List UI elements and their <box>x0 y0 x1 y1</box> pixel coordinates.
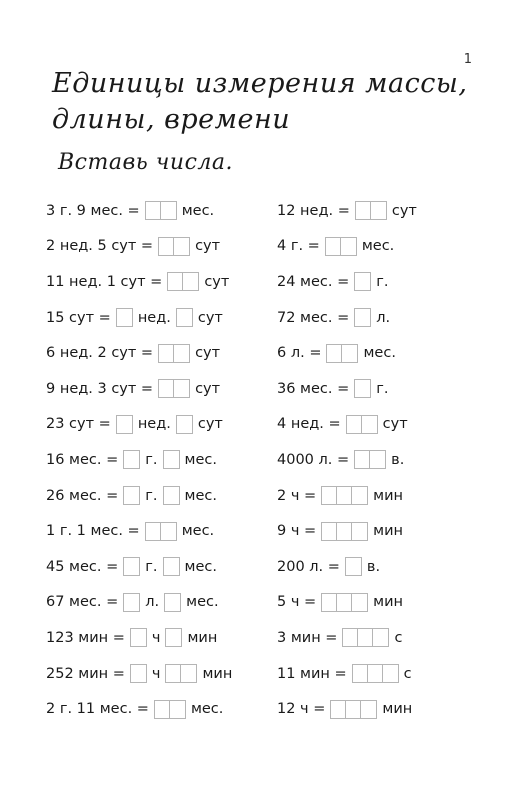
exercise-row <box>46 229 232 265</box>
exercise-text: л. <box>145 594 160 611</box>
exercise-row <box>46 335 232 371</box>
exercise-text: 15 сут = <box>46 309 111 326</box>
answer-digit-cell[interactable] <box>165 594 180 611</box>
answer-digit-cell[interactable] <box>124 451 139 468</box>
page-number: 1 <box>463 52 472 67</box>
right-exercise-column <box>277 193 417 727</box>
exercise-text: сут <box>195 345 221 362</box>
answer-digit-cell[interactable] <box>322 523 337 540</box>
answer-box[interactable] <box>321 522 368 541</box>
answer-digit-cell[interactable] <box>342 345 357 362</box>
answer-digit-cell[interactable] <box>341 238 356 255</box>
exercise-text: 5 ч = <box>277 594 317 611</box>
answer-box[interactable] <box>321 486 368 505</box>
exercise-row <box>277 513 417 549</box>
exercise-row <box>277 585 417 621</box>
answer-box[interactable] <box>164 593 181 612</box>
exercise-row <box>46 264 232 300</box>
answer-digit-cell[interactable] <box>164 558 179 575</box>
exercise-text: мин <box>382 701 413 718</box>
page-title: Единицы измерения массы, длины, времени <box>52 68 468 135</box>
answer-digit-cell[interactable] <box>174 380 189 397</box>
exercise-text: мин <box>373 594 404 611</box>
exercise-text: сут <box>391 202 417 219</box>
exercise-text: мин <box>187 629 218 646</box>
answer-digit-cell[interactable] <box>164 487 179 504</box>
exercise-text: 11 мин = <box>277 665 347 682</box>
exercise-row <box>277 549 417 585</box>
answer-box[interactable] <box>326 344 358 363</box>
answer-digit-cell[interactable] <box>174 238 189 255</box>
answer-box[interactable] <box>176 308 193 327</box>
exercise-row <box>277 193 417 229</box>
exercise-text: 3 мин = <box>277 629 338 646</box>
exercise-text: нед. <box>137 309 171 326</box>
exercise-text: 2 г. 11 мес. = <box>46 701 149 718</box>
exercise-row <box>46 691 232 727</box>
exercise-text: мин <box>373 487 404 504</box>
exercise-text: 72 мес. = <box>277 309 350 326</box>
task-instruction: Вставь числа. <box>58 150 234 175</box>
exercise-text: 123 мин = <box>46 629 125 646</box>
answer-digit-cell[interactable] <box>355 273 370 290</box>
answer-box[interactable] <box>116 308 133 327</box>
exercise-text: 6 л. = <box>277 345 322 362</box>
answer-digit-cell[interactable] <box>183 273 198 290</box>
answer-digit-cell[interactable] <box>352 487 367 504</box>
exercise-text: 12 нед. = <box>277 202 350 219</box>
exercise-row <box>277 300 417 336</box>
answer-box[interactable] <box>158 379 190 398</box>
answer-box[interactable] <box>325 237 357 256</box>
exercise-text: г. <box>376 380 389 397</box>
answer-digit-cell[interactable] <box>371 202 386 219</box>
answer-digit-cell[interactable] <box>161 523 176 540</box>
exercise-text: 2 нед. 5 сут = <box>46 238 154 255</box>
exercise-row <box>277 691 417 727</box>
answer-digit-cell[interactable] <box>358 629 373 646</box>
exercise-text: г. <box>376 273 389 290</box>
answer-box[interactable] <box>145 522 177 541</box>
answer-digit-cell[interactable] <box>117 309 132 326</box>
answer-digit-cell[interactable] <box>146 202 161 219</box>
answer-digit-cell[interactable] <box>331 701 346 718</box>
answer-digit-cell[interactable] <box>159 380 174 397</box>
exercise-text: г. <box>145 487 158 504</box>
answer-box[interactable] <box>158 344 190 363</box>
answer-box[interactable] <box>123 557 140 576</box>
exercise-text: г. <box>145 451 158 468</box>
exercise-text: 45 мес. = <box>46 558 119 575</box>
answer-box[interactable] <box>354 379 371 398</box>
exercise-text: сут <box>204 273 230 290</box>
exercise-text: 4 нед. = <box>277 416 341 433</box>
answer-digit-cell[interactable] <box>352 594 367 611</box>
exercise-text: 4000 л. = <box>277 451 350 468</box>
exercise-text: сут <box>197 309 223 326</box>
answer-box[interactable] <box>123 593 140 612</box>
answer-box[interactable] <box>158 237 190 256</box>
answer-box[interactable] <box>321 593 368 612</box>
exercise-row <box>46 371 232 407</box>
exercise-text: ч <box>151 665 161 682</box>
exercise-row <box>46 513 232 549</box>
exercise-text: 12 ч = <box>277 701 326 718</box>
exercise-row <box>277 407 417 443</box>
answer-digit-cell[interactable] <box>347 416 362 433</box>
exercise-text: 3 г. 9 мес. = <box>46 202 140 219</box>
answer-digit-cell[interactable] <box>168 273 183 290</box>
answer-digit-cell[interactable] <box>361 701 376 718</box>
exercise-row <box>46 549 232 585</box>
answer-digit-cell[interactable] <box>368 665 383 682</box>
exercise-text: 67 мес. = <box>46 594 119 611</box>
answer-digit-cell[interactable] <box>346 701 361 718</box>
answer-box[interactable] <box>355 201 387 220</box>
answer-box[interactable] <box>154 700 186 719</box>
answer-box[interactable] <box>354 308 371 327</box>
exercise-row <box>277 478 417 514</box>
answer-box[interactable] <box>130 628 147 647</box>
left-exercise-column <box>46 193 232 727</box>
answer-digit-cell[interactable] <box>362 416 377 433</box>
answer-digit-cell[interactable] <box>353 665 368 682</box>
exercise-text: мес. <box>361 238 395 255</box>
answer-box[interactable] <box>163 486 180 505</box>
answer-digit-cell[interactable] <box>124 487 139 504</box>
exercise-text: мес. <box>181 523 215 540</box>
answer-digit-cell[interactable] <box>355 380 370 397</box>
exercise-text: 11 нед. 1 сут = <box>46 273 163 290</box>
exercise-text: 200 л. = <box>277 558 340 575</box>
exercise-text: 1 г. 1 мес. = <box>46 523 140 540</box>
answer-box[interactable] <box>354 272 371 291</box>
answer-box[interactable] <box>167 272 199 291</box>
exercise-row <box>46 478 232 514</box>
exercise-row <box>277 371 417 407</box>
answer-digit-cell[interactable] <box>355 309 370 326</box>
answer-digit-cell[interactable] <box>181 665 196 682</box>
answer-box[interactable] <box>165 628 182 647</box>
answer-box[interactable] <box>346 415 378 434</box>
answer-digit-cell[interactable] <box>155 701 170 718</box>
exercise-row <box>46 442 232 478</box>
exercise-text: мин <box>373 523 404 540</box>
answer-digit-cell[interactable] <box>383 665 398 682</box>
answer-digit-cell[interactable] <box>337 594 352 611</box>
exercise-row <box>277 264 417 300</box>
exercise-text: сут <box>382 416 408 433</box>
exercise-text: мес. <box>184 558 217 575</box>
answer-box[interactable] <box>123 486 140 505</box>
answer-digit-cell[interactable] <box>337 523 352 540</box>
answer-digit-cell[interactable] <box>373 629 388 646</box>
answer-digit-cell[interactable] <box>322 594 337 611</box>
answer-digit-cell[interactable] <box>159 345 174 362</box>
exercise-row <box>46 656 232 692</box>
answer-box[interactable] <box>165 664 197 683</box>
exercise-text: 9 ч = <box>277 523 317 540</box>
exercise-text: мес. <box>184 451 217 468</box>
exercise-text: с <box>403 665 412 682</box>
exercise-text: 36 мес. = <box>277 380 350 397</box>
exercise-text: 23 сут = <box>46 416 111 433</box>
answer-digit-cell[interactable] <box>322 487 337 504</box>
answer-digit-cell[interactable] <box>124 558 139 575</box>
exercise-text: 16 мес. = <box>46 451 119 468</box>
exercise-row <box>277 335 417 371</box>
answer-digit-cell[interactable] <box>174 345 189 362</box>
exercise-text: мин <box>202 665 233 682</box>
answer-box[interactable] <box>163 557 180 576</box>
answer-digit-cell[interactable] <box>337 487 352 504</box>
exercise-text: мес. <box>186 594 219 611</box>
answer-digit-cell[interactable] <box>159 238 174 255</box>
answer-digit-cell[interactable] <box>177 309 192 326</box>
exercise-text: 26 мес. = <box>46 487 119 504</box>
answer-digit-cell[interactable] <box>327 345 342 362</box>
exercise-text: мес. <box>181 202 215 219</box>
answer-box[interactable] <box>354 450 386 469</box>
answer-box[interactable] <box>352 664 399 683</box>
answer-box[interactable] <box>130 664 147 683</box>
answer-digit-cell[interactable] <box>346 558 361 575</box>
exercise-row <box>46 407 232 443</box>
answer-box[interactable] <box>176 415 193 434</box>
answer-digit-cell[interactable] <box>343 629 358 646</box>
answer-digit-cell[interactable] <box>166 629 181 646</box>
exercise-text: в. <box>366 558 381 575</box>
answer-digit-cell[interactable] <box>131 665 146 682</box>
answer-digit-cell[interactable] <box>146 523 161 540</box>
exercise-text: сут <box>195 380 221 397</box>
exercise-text: нед. <box>137 416 171 433</box>
exercise-text: мес. <box>363 345 396 362</box>
exercise-text: мес. <box>184 487 217 504</box>
answer-digit-cell[interactable] <box>166 665 181 682</box>
exercise-row <box>277 620 417 656</box>
exercise-row <box>277 442 417 478</box>
exercise-row <box>46 193 232 229</box>
answer-digit-cell[interactable] <box>161 202 176 219</box>
answer-digit-cell[interactable] <box>164 451 179 468</box>
exercise-text: сут <box>197 416 223 433</box>
answer-box[interactable] <box>145 201 177 220</box>
answer-digit-cell[interactable] <box>177 416 192 433</box>
answer-digit-cell[interactable] <box>370 451 385 468</box>
exercise-row <box>277 656 417 692</box>
answer-digit-cell[interactable] <box>117 416 132 433</box>
exercise-text: л. <box>376 309 391 326</box>
exercise-text: мес. <box>190 701 224 718</box>
exercise-text: г. <box>145 558 158 575</box>
exercise-text: 2 ч = <box>277 487 317 504</box>
answer-box[interactable] <box>123 450 140 469</box>
exercise-row <box>46 620 232 656</box>
exercise-text: 4 г. = <box>277 238 320 255</box>
answer-box[interactable] <box>345 557 362 576</box>
exercise-text: 252 мин = <box>46 665 125 682</box>
answer-box[interactable] <box>330 700 377 719</box>
answer-digit-cell[interactable] <box>356 202 371 219</box>
answer-box[interactable] <box>163 450 180 469</box>
exercise-row <box>46 585 232 621</box>
answer-box[interactable] <box>116 415 133 434</box>
exercise-text: с <box>394 629 403 646</box>
exercise-row <box>46 300 232 336</box>
answer-box[interactable] <box>342 628 389 647</box>
answer-digit-cell[interactable] <box>170 701 185 718</box>
answer-digit-cell[interactable] <box>352 523 367 540</box>
exercise-text: 6 нед. 2 сут = <box>46 345 154 362</box>
answer-digit-cell[interactable] <box>355 451 370 468</box>
exercise-text: 9 нед. 3 сут = <box>46 380 154 397</box>
exercise-text: сут <box>195 238 221 255</box>
answer-digit-cell[interactable] <box>326 238 341 255</box>
exercise-text: ч <box>151 629 161 646</box>
answer-digit-cell[interactable] <box>131 629 146 646</box>
exercise-text: в. <box>391 451 405 468</box>
exercise-text: 24 мес. = <box>277 273 350 290</box>
exercise-row <box>277 229 417 265</box>
answer-digit-cell[interactable] <box>124 594 139 611</box>
